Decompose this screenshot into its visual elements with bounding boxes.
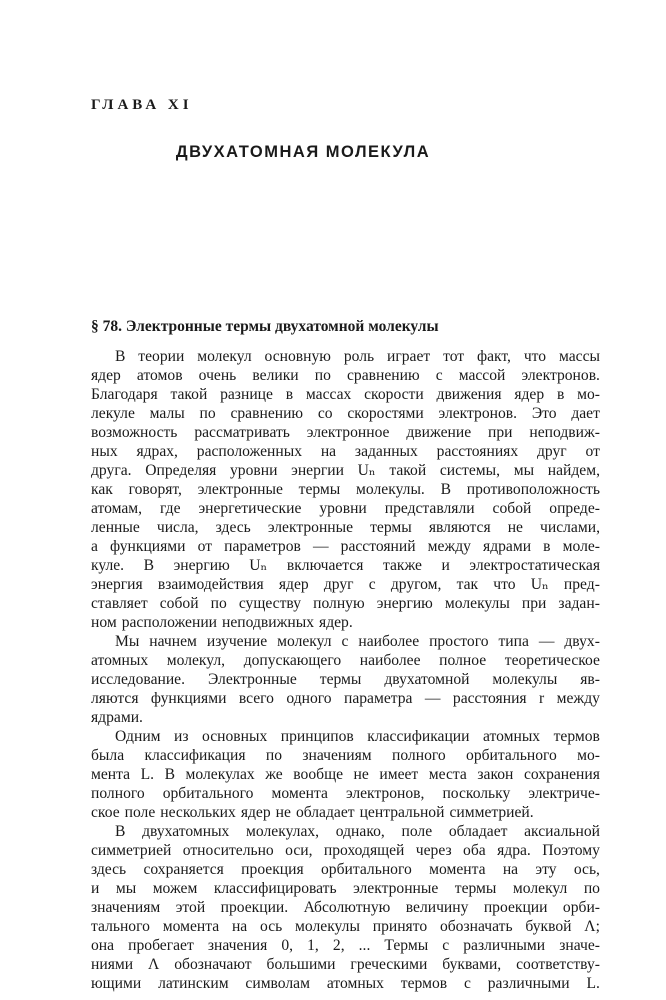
text-line: тального момента на ось молекулы принято обозначать буквой Λ; — [91, 918, 600, 935]
text-line: ское поле нескольких ядер не обладает центральной симметрией. — [91, 804, 534, 821]
text-line: Мы начнем изучение молекул с наиболее простого типа — двух- — [115, 633, 600, 650]
text-line: ставляет собой по существу полную энергию молекулы при задан- — [91, 595, 600, 612]
text-line: исследование. Электронные термы двухатомной молекулы яв- — [91, 671, 600, 688]
chapter-title: ДВУХАТОМНАЯ МОЛЕКУЛА — [175, 143, 431, 161]
text-line: мента L. В молекулах же вообще не имеет места закон сохранения — [91, 766, 600, 783]
chapter-label: ГЛАВА XI — [91, 97, 193, 113]
text-line: ниями Λ обозначают большими греческими буквами, соответству- — [91, 956, 600, 973]
text-line: как говорят, электронные термы молекулы. В противоположность — [91, 481, 600, 498]
text-line: лекуле малы по сравнению со скоростями электронов. Это дает — [91, 405, 600, 422]
text-line: ных ядрах, расположенных на заданных расстояниях друг от — [91, 443, 600, 460]
text-line: была классификация по значениям полного орбитального мо- — [91, 747, 600, 764]
text-line: атомам, где энергетические уровни представляли собой опреде- — [91, 500, 600, 517]
text-line: атомных молекул, допускающего наиболее полное теоретическое — [91, 652, 600, 669]
text-line: куле. В энергию Uₙ включается также и электростатическая — [91, 557, 600, 574]
text-line: ющими латинским символам атомных термов с различными L. — [91, 975, 600, 992]
text-line: ядрами. — [91, 709, 143, 726]
text-line: полного орбитального момента электронов, поскольку электриче- — [91, 785, 600, 802]
text-line: симметрией относительно оси, проходящей через оба ядра. Поэтому — [91, 842, 600, 859]
text-line: здесь сохраняется проекция орбитального момента на эту ось, — [91, 861, 600, 878]
text-line: Благодаря такой разнице в массах скорости движения ядер в мо- — [91, 386, 600, 403]
text-line: а функциями от параметров — расстояний между ядрами в моле- — [91, 538, 600, 555]
section-title: § 78. Электронные термы двухатомной молекулы — [91, 318, 439, 335]
text-line: и мы можем классифицировать электронные термы молекул по — [91, 880, 600, 897]
text-line: В двухатомных молекулах, однако, поле обладает аксиальной — [115, 823, 600, 840]
text-line: ленные числа, здесь электронные термы являются не числами, — [91, 519, 600, 536]
text-line: возможность рассматривать электронное движение при неподвиж- — [91, 424, 600, 441]
text-line: Одним из основных принципов классификации атомных термов — [115, 728, 600, 745]
text-line: В теории молекул основную роль играет тот факт, что массы — [115, 348, 600, 365]
text-line: ном расположении неподвижных ядер. — [91, 614, 353, 631]
text-line: друга. Определяя уровни энергии Uₙ такой системы, мы найдем, — [91, 462, 600, 479]
body-text — [91, 347, 600, 993]
text-line: она пробегает значения 0, 1, 2, ... Термы с различными значе- — [91, 937, 600, 954]
text-line: значениям этой проекции. Абсолютную величину проекции орби- — [91, 899, 600, 916]
text-line: энергия взаимодействия ядер друг с другом, так что Uₙ пред- — [91, 576, 600, 593]
text-line: ляются функциями всего одного параметра — расстояния r между — [91, 690, 600, 707]
text-line: ядер атомов очень велики по сравнению с массой электронов. — [91, 367, 600, 384]
